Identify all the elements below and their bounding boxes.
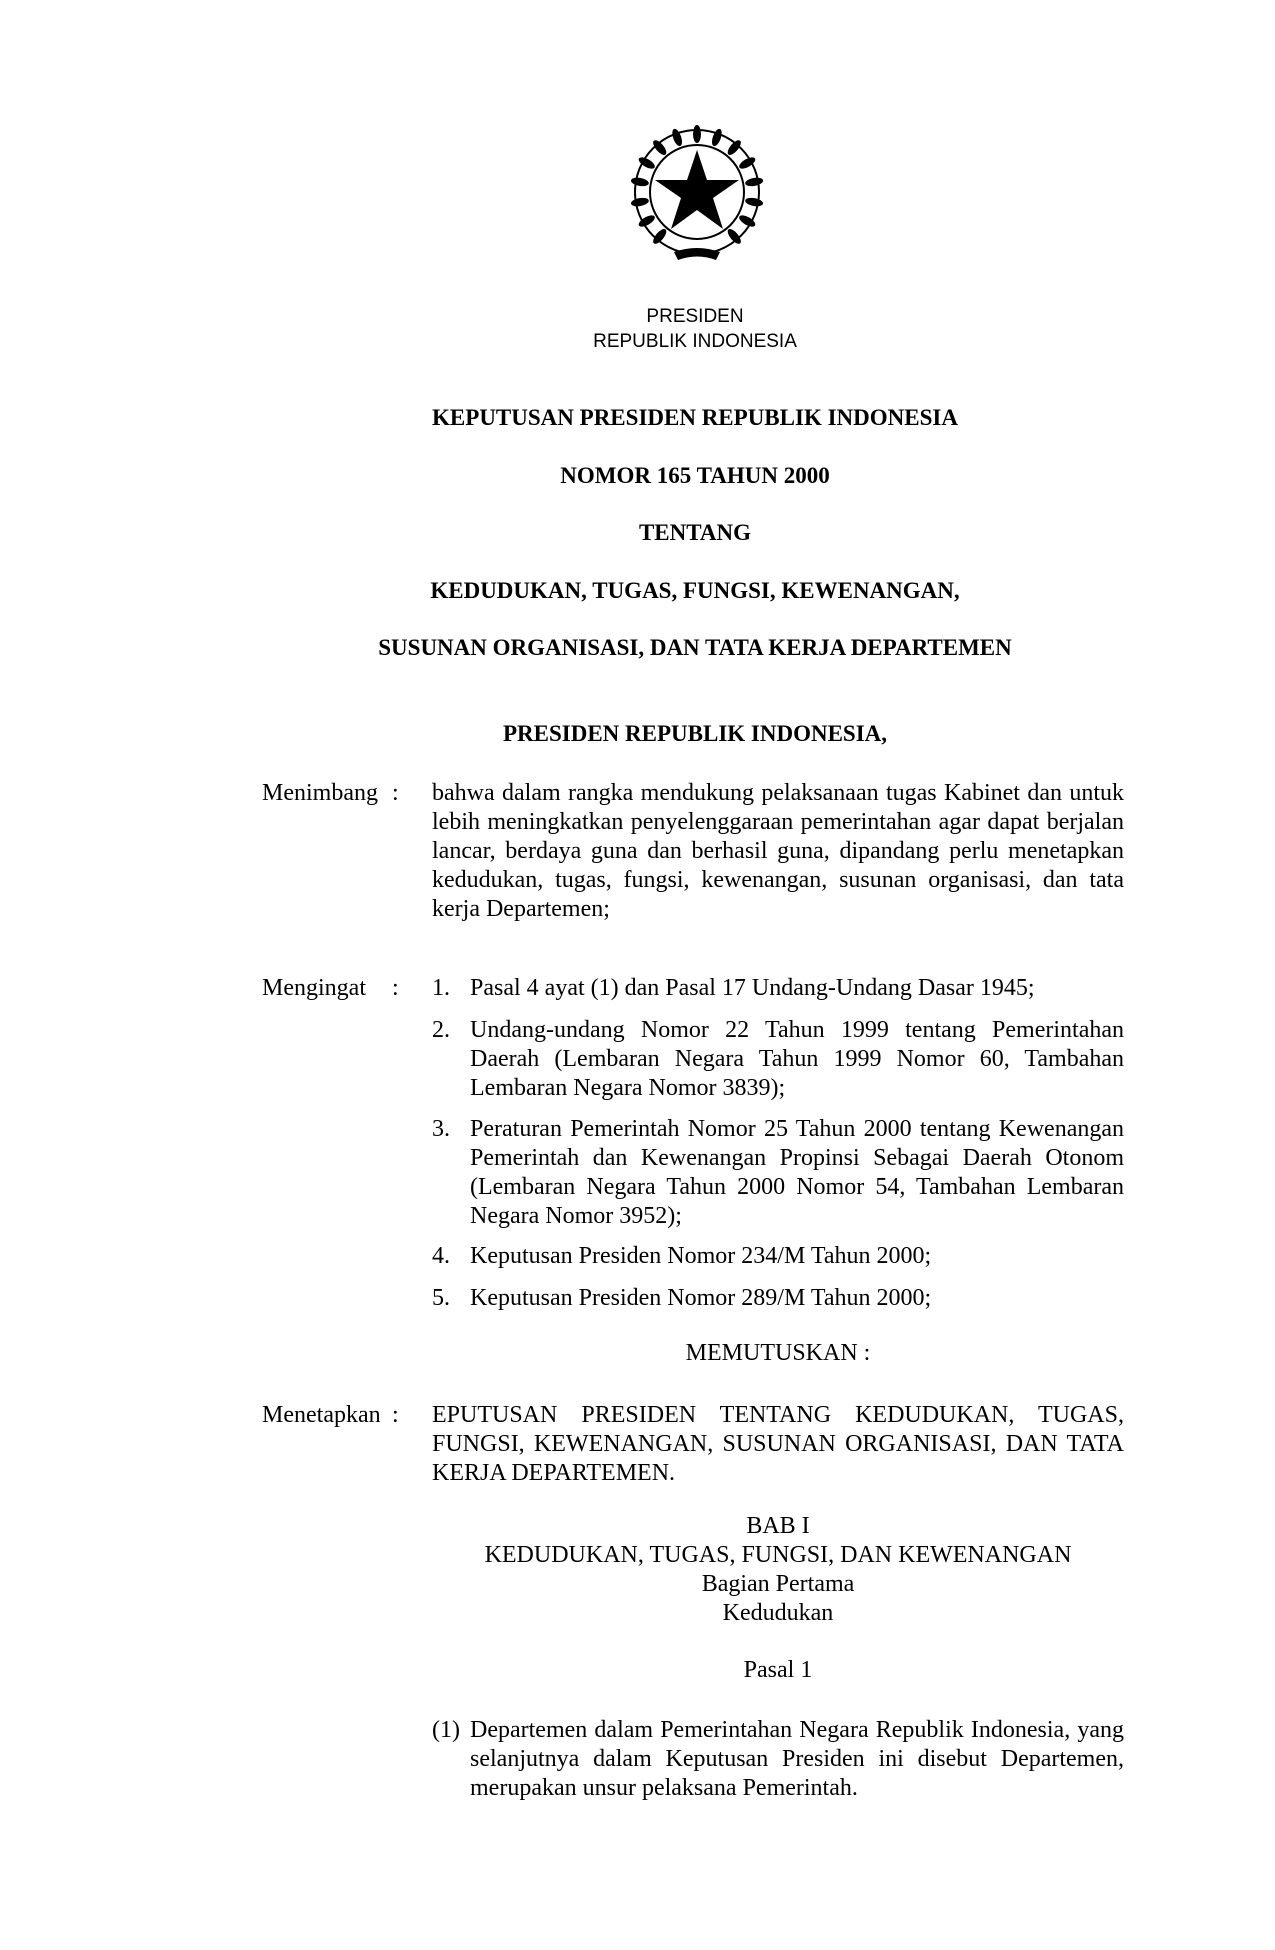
menimbang-label: Menimbang bbox=[262, 780, 378, 806]
org-name-line2: REPUBLIK INDONESIA bbox=[593, 331, 797, 352]
item-number: 3. bbox=[432, 1116, 450, 1142]
garuda-star-emblem-icon bbox=[612, 112, 782, 282]
pasal-paragraph-number: (1) bbox=[432, 1717, 460, 1743]
menetapkan-label: Menetapkan bbox=[262, 1402, 381, 1428]
decree-subject-line2: SUSUNAN ORGANISASI, DAN TATA KERJA DEPARTEMEN bbox=[378, 635, 1012, 660]
item-text: Undang-undang Nomor 22 Tahun 1999 tentang Pemerintahan Daerah (Lembaran Negara Tahun 1999 Nomor 60, Tambahan Lembaran Negara Nomor 3839); bbox=[470, 1017, 1124, 1101]
menetapkan-colon: : bbox=[392, 1402, 399, 1428]
decree-subject-line1: KEDUDUKAN, TUGAS, FUNGSI, KEWENANGAN, bbox=[430, 578, 960, 603]
decree-title: KEPUTUSAN PRESIDEN REPUBLIK INDONESIA bbox=[432, 405, 958, 430]
org-name-line1: PRESIDEN bbox=[646, 306, 744, 327]
issuer-heading: PRESIDEN REPUBLIK INDONESIA, bbox=[502, 721, 888, 746]
item-number: 4. bbox=[432, 1243, 450, 1269]
item-text: Keputusan Presiden Nomor 289/M Tahun 2000; bbox=[470, 1285, 932, 1311]
bab-part-title: Kedudukan bbox=[722, 1600, 834, 1626]
memutuskan-heading: MEMUTUSKAN : bbox=[685, 1340, 871, 1366]
menimbang-colon: : bbox=[392, 780, 399, 806]
bab-title: KEDUDUKAN, TUGAS, FUNGSI, DAN KEWENANGAN bbox=[484, 1542, 1072, 1568]
item-number: 1. bbox=[432, 975, 450, 1001]
menetapkan-text: EPUTUSAN PRESIDEN TENTANG KEDUDUKAN, TUGAS, FUNGSI, KEWENANGAN, SUSUNAN ORGANISASI, DAN TATA KERJA DEPARTEMEN. bbox=[432, 1402, 1124, 1486]
item-text: Peraturan Pemerintah Nomor 25 Tahun 2000 tentang Kewenangan Pemerintah dan Kewenangan Propinsi Sebagai Daerah Otonom (Lembaran Negara Tahun 2000 Nomor 54, Tambahan Lembaran Negara Nomor 3952); bbox=[470, 1116, 1124, 1229]
mengingat-colon: : bbox=[392, 975, 399, 1001]
menimbang-text: bahwa dalam rangka mendukung pelaksanaan tugas Kabinet dan untuk lebih meningkatkan penyelenggaraan pemerintahan agar dapat berjalan lancar, berdaya guna dan berhasil guna, dipandang perlu menetapkan kedudukan, tugas, fungsi, kewenangan, susunan organisasi, dan tata kerja Departemen; bbox=[432, 780, 1124, 922]
decree-number: NOMOR 165 TAHUN 2000 bbox=[560, 463, 830, 488]
pasal-paragraph-text: Departemen dalam Pemerintahan Negara Republik Indonesia, yang selanjutnya dalam Keputusan Presiden ini disebut Departemen, merupakan unsur pelaksana Pemerintah. bbox=[470, 1717, 1124, 1801]
mengingat-label: Mengingat bbox=[262, 975, 366, 1001]
item-text: Pasal 4 ayat (1) dan Pasal 17 Undang-Undang Dasar 1945; bbox=[470, 975, 1035, 1001]
item-text: Keputusan Presiden Nomor 234/M Tahun 2000; bbox=[470, 1243, 932, 1269]
pasal-title: Pasal 1 bbox=[743, 1657, 813, 1683]
item-number: 2. bbox=[432, 1017, 450, 1043]
decree-about: TENTANG bbox=[638, 520, 752, 545]
item-number: 5. bbox=[432, 1285, 450, 1311]
bab-number: BAB I bbox=[746, 1513, 810, 1539]
bab-part: Bagian Pertama bbox=[701, 1571, 855, 1597]
